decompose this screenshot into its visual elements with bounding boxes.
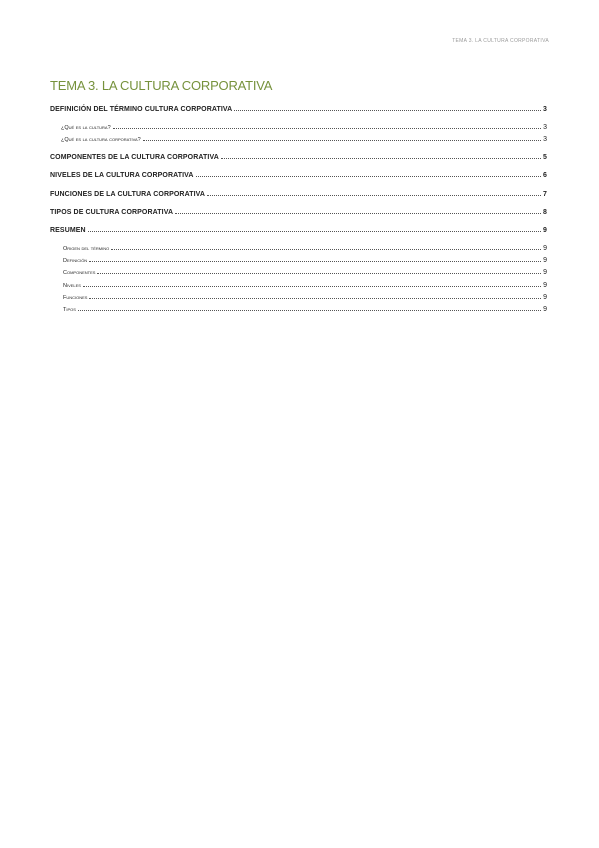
toc-entry-tipos-sub[interactable] [63,306,547,313]
toc-leader [89,261,541,262]
toc-entry-label: RESUMEN [50,227,86,234]
toc-page-number: 9 [543,245,547,252]
toc-leader [196,176,541,177]
toc-leader [89,298,541,299]
toc-entry-label: DEFINICIÓN DEL TÉRMINO CULTURA CORPORATIVA [50,106,233,113]
toc-page-number: 9 [543,257,547,264]
toc-entry-funciones-sub[interactable] [63,294,547,301]
document-title: TEMA 3. LA CULTURA CORPORATIVA [50,78,273,93]
toc-entry-definicion-sub[interactable] [63,257,547,264]
running-header: TEMA 3. LA CULTURA CORPORATIVA [452,38,549,44]
toc-entry-label: Componentes [63,270,96,276]
toc-page-number: 7 [543,191,547,198]
toc-entry-componentes-sub[interactable] [63,269,547,276]
toc-leader [83,286,541,287]
toc-entry-label: Definición [63,258,88,264]
toc-page-number: 9 [543,282,547,289]
toc-page-number: 3 [543,106,547,113]
toc-entry-label: ¿Qué es la cultura? [61,125,111,131]
toc-page-number: 5 [543,154,547,161]
toc-page-number: 9 [543,269,547,276]
toc-leader [111,249,541,250]
toc-entry-definicion[interactable] [50,106,547,113]
toc-leader [143,140,541,141]
toc-page-number: 9 [543,227,547,234]
toc-entry-label: FUNCIONES DE LA CULTURA CORPORATIVA [50,191,206,198]
toc-entry-componentes[interactable] [50,154,547,161]
toc-page-number: 9 [543,294,547,301]
toc-entry-niveles-sub[interactable] [63,282,547,289]
toc-entry-que-es-cultura-corporativa[interactable] [61,136,547,143]
toc-entry-tipos[interactable] [50,209,547,216]
toc-leader [234,110,541,111]
toc-page-number: 3 [543,124,547,131]
toc-leader [207,195,541,196]
toc-entry-funciones[interactable] [50,191,547,198]
toc-leader [97,273,541,274]
toc-leader [113,128,541,129]
toc-entry-label: Niveles [63,283,81,289]
toc-entry-niveles[interactable] [50,172,547,179]
toc-entry-label: NIVELES DE LA CULTURA CORPORATIVA [50,172,194,179]
toc-page-number: 6 [543,172,547,179]
toc-entry-label: COMPONENTES DE LA CULTURA CORPORATIVA [50,154,219,161]
toc-entry-resumen[interactable] [50,227,547,234]
toc-entry-label: Origen del término [63,246,110,252]
toc-page-number: 8 [543,209,547,216]
toc-leader [78,310,541,311]
toc-entry-label: Funciones [63,295,88,301]
toc-leader [88,231,541,232]
toc-page-number: 3 [543,136,547,143]
toc-leader [221,158,541,159]
toc-page-number: 9 [543,306,547,313]
toc-leader [175,213,541,214]
toc-entry-que-es-cultura[interactable] [61,124,547,131]
toc-entry-label: Tipos [63,307,76,313]
toc-entry-label: ¿Qué es la cultura corporativa? [61,137,141,143]
toc-entry-label: TIPOS DE CULTURA CORPORATIVA [50,209,174,216]
toc-entry-origen[interactable] [63,245,547,252]
